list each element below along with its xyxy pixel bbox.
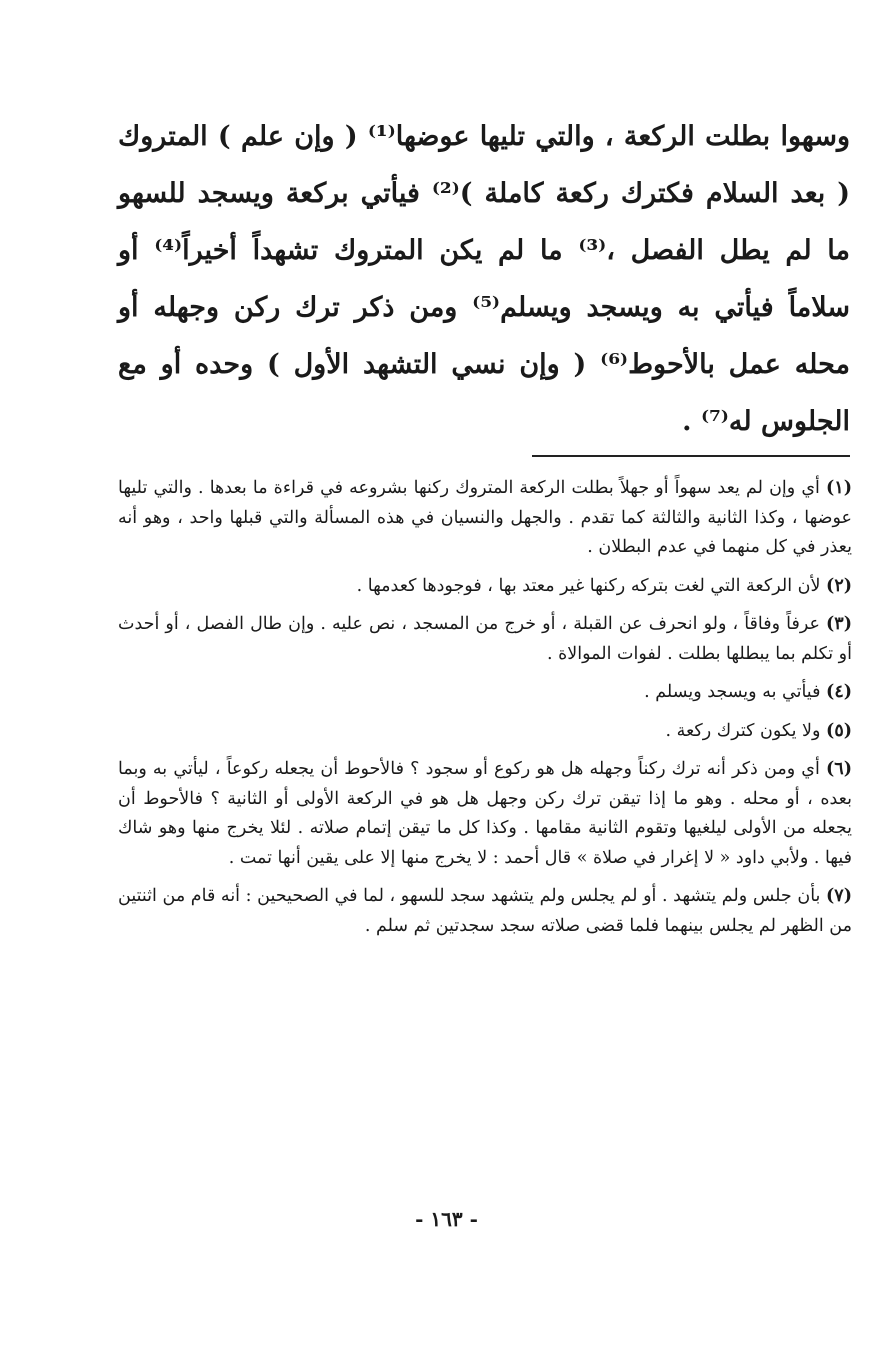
footnote-text: أي وإن لم يعد سهواً أو جهلاً بطلت الركعة المتروك ركنها بشروعه في قراءة ما بعدها . والتي تليها عوضها ، وكذا الثانية والثالثة كما تقدم . والجهل والنسيان في هذه المسألة والتي قبلها واحد ، وهو أنه يعذر في كل منهما في عدم البطلان .	[118, 478, 852, 557]
main-body-text	[118, 108, 850, 450]
footnote-3	[118, 610, 852, 669]
footnote-number: (٥)	[826, 720, 852, 741]
footnote-text: عرفاً وفاقاً ، ولو انحرف عن القبلة ، أو خرج من المسجد ، نص عليه . وإن طال الفصل ، أو أحدث أو تكلم بما يبطلها بطلت . لفوات الموالاة .	[118, 614, 852, 664]
page-number: - ١٦٣ -	[415, 1207, 478, 1231]
footnote-number: (٦)	[826, 759, 852, 779]
footnote-number: (٢)	[826, 575, 852, 596]
footnote-text: لأن الركعة التي لغت بتركه ركنها غير معتد بها ، فوجودها كعدمها .	[356, 575, 821, 596]
footnote-7	[118, 882, 852, 941]
footnote-separator	[532, 455, 850, 457]
footnotes	[118, 474, 852, 950]
footnote-text: أي ومن ذكر أنه ترك ركناً وجهله هل هو ركوع أو سجود ؟ فالأحوط أن يجعله ركوعاً ، ليأتي به وبما بعده ، أو محله . وهو ما إذا تيقن ترك ركن وجهل هل هو في الركعة الأولى أو الثانية ؟ فالأحوط أن يجعله من الأولى ليلغيها وتقوم الثانية مقامها . وكذا كل ما تيقن إتمام صلاته . لئلا يخرج منها وهو شاك فيها . ولأبي داود « لا إغرار في صلاة » قال أحمد : لا يخرج منها إلا على يقين أنها تمت .	[118, 759, 852, 868]
footnote-text: فيأتي به ويسجد ويسلم .	[644, 682, 821, 702]
footnote-number: (٣)	[826, 614, 852, 634]
footnote-5	[118, 717, 852, 747]
footnote-text: ولا يكون كترك ركعة .	[665, 720, 821, 741]
footnote-6	[118, 755, 852, 873]
footnote-4	[118, 678, 852, 708]
footnote-1	[118, 474, 852, 563]
footnote-number: (٤)	[826, 682, 852, 702]
footnote-text: بأن جلس ولم يتشهد . أو لم يجلس ولم يتشهد سجد للسهو ، لما في الصحيحين : أنه قام من اثنتين من الظهر لم يجلس بينهما فلما قضى صلاته سجد سجدتين ثم سلم .	[118, 886, 852, 936]
footnote-2	[118, 572, 852, 602]
main-paragraph: وسهوا بطلت الركعة ، والتي تليها عوضها⁽¹⁾ ( وإن علم ) المتروك ( بعد السلام فكترك ركعة كاملة )⁽²⁾ فيأتي بركعة ويسجد للسهو ما لم يطل الفصل ،⁽³⁾ ما لم يكن المتروك تشهداً أخيراً⁽⁴⁾ أو سلاماً فيأتي به ويسجد ويسلم⁽⁵⁾ ومن ذكر ترك ركن وجهله أو محله عمل بالأحوط⁽⁶⁾ ( وإن نسي التشهد الأول ) وحده أو مع الجلوس له⁽⁷⁾ .	[118, 121, 851, 437]
footnote-number: (١)	[826, 478, 852, 498]
footnote-number: (٧)	[826, 886, 852, 906]
